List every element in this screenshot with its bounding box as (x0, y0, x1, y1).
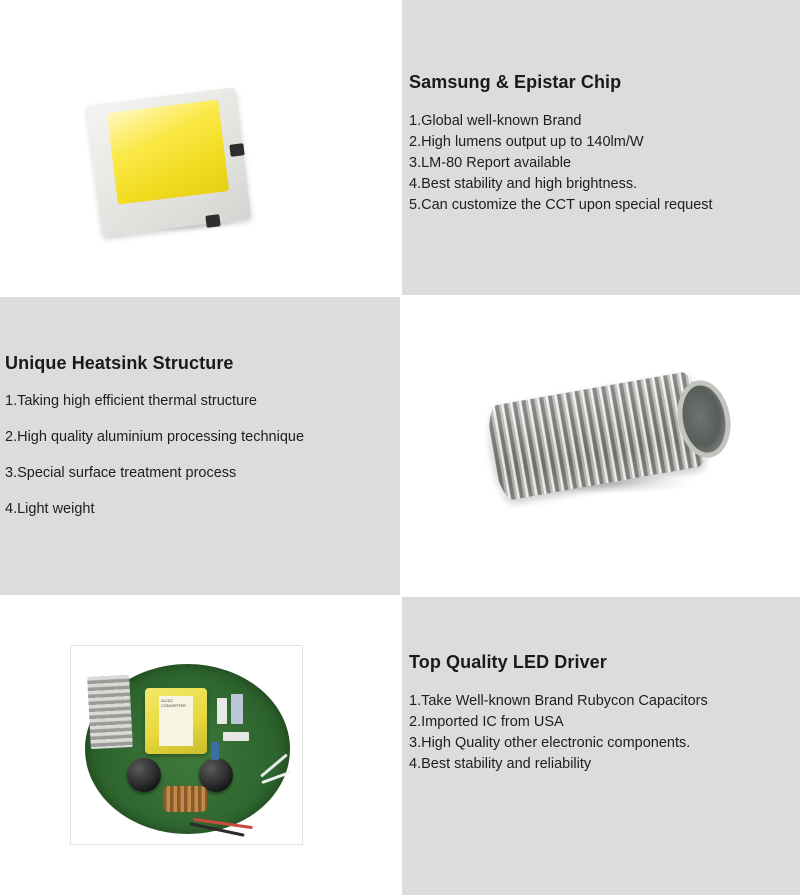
heatsink-photo (480, 370, 730, 510)
heatsink-text-block (5, 353, 397, 536)
driver-text-panel (402, 597, 800, 895)
list-item: 2.High lumens output up to 140lm/W (409, 134, 644, 150)
heatsink-bullet-list (5, 392, 397, 519)
driver-inductor-coil (163, 786, 207, 812)
chip-bullet-list (409, 111, 789, 215)
heatsink-text-panel (0, 297, 400, 595)
driver-component (231, 694, 243, 724)
driver-text-block (409, 652, 794, 775)
list-item: 5.Can customize the CCT upon special request (409, 197, 713, 213)
driver-capacitor (127, 758, 161, 792)
chip-phosphor-surface (107, 100, 229, 205)
list-item: 3.LM-80 Report available (409, 155, 572, 171)
list-item: 1.Take Well-known Brand Rubycon Capacitors (409, 693, 708, 709)
list-item: 4.Best stability and high brightness. (409, 176, 638, 192)
heatsink-heading: Unique Heatsink Structure (5, 353, 234, 373)
list-item: 4.Light weight (5, 501, 95, 517)
driver-heatsink-fin (87, 675, 133, 749)
chip-text-panel (402, 0, 800, 295)
list-item: 4.Best stability and reliability (409, 756, 592, 772)
driver-component (217, 698, 227, 724)
list-item: 3.Special surface treatment process (5, 465, 237, 481)
chip-text-block (409, 72, 789, 216)
chip-image-panel (0, 0, 400, 295)
transformer-label: AC/DC CONVERTER (159, 696, 193, 746)
list-item: 2.Imported IC from USA (409, 714, 564, 730)
chip-electrode-notch (229, 143, 244, 157)
list-item: 1.Taking high efficient thermal structure (5, 393, 258, 409)
chip-heading: Samsung & Epistar Chip (409, 72, 622, 92)
list-item: 1.Global well-known Brand (409, 113, 582, 129)
list-item: 3.High Quality other electronic components. (409, 735, 691, 751)
driver-transformer (145, 688, 207, 754)
led-chip-photo (86, 84, 256, 244)
driver-component (223, 732, 249, 741)
chip-electrode-notch (205, 214, 220, 228)
driver-bullet-list (409, 691, 794, 774)
led-driver-photo (70, 645, 303, 845)
driver-heading: Top Quality LED Driver (409, 652, 607, 672)
list-item: 2.High quality aluminium processing technique (5, 429, 305, 445)
driver-component (211, 742, 219, 760)
